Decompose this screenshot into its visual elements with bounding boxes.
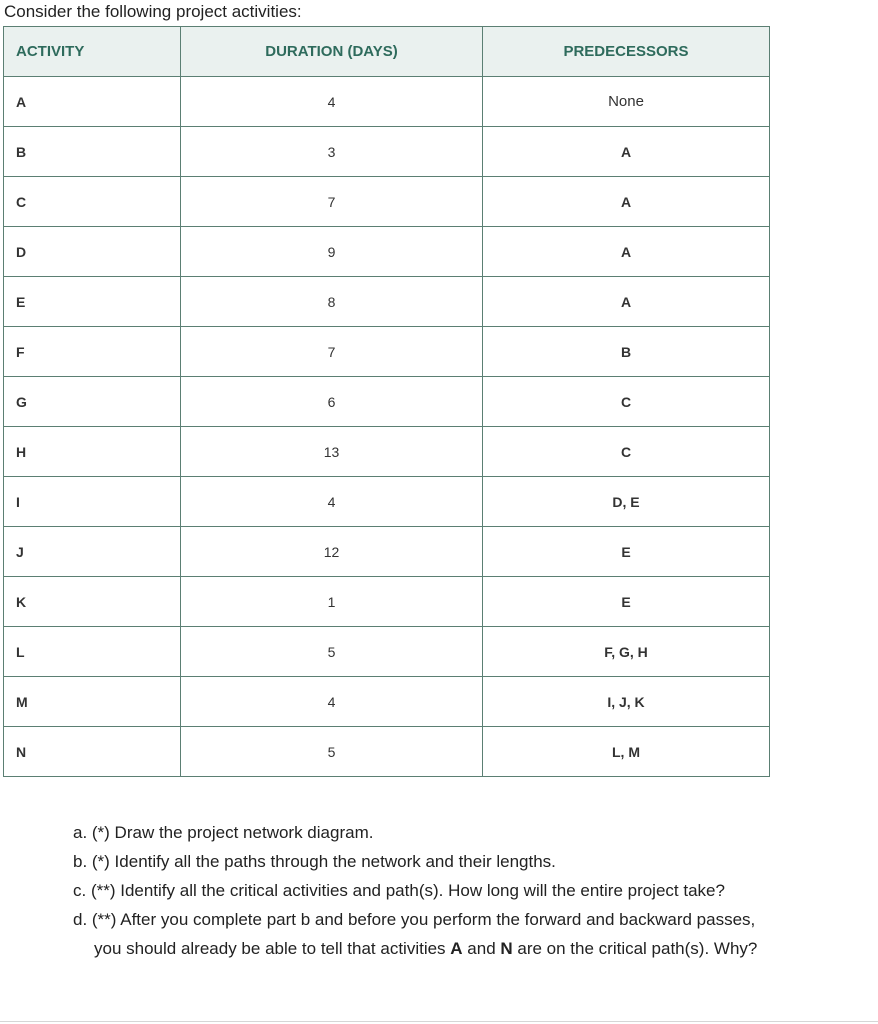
question-d-middle: and — [462, 939, 501, 958]
duration-cell: 7 — [181, 327, 483, 377]
activity-cell: N — [4, 727, 181, 777]
activity-cell: L — [4, 627, 181, 677]
duration-cell: 9 — [181, 227, 483, 277]
duration-cell: 13 — [181, 427, 483, 477]
duration-cell: 3 — [181, 127, 483, 177]
table-row — [4, 277, 770, 327]
activity-cell: G — [4, 377, 181, 427]
activity-cell: E — [4, 277, 181, 327]
predecessors-cell: D, E — [483, 477, 770, 527]
table-row — [4, 327, 770, 377]
predecessors-cell: I, J, K — [483, 677, 770, 727]
predecessors-cell: E — [483, 527, 770, 577]
question-d — [73, 905, 773, 963]
predecessors-cell: L, M — [483, 727, 770, 777]
question-d-activity-a: A — [450, 939, 463, 958]
intro-text: Consider the following project activities: — [4, 2, 302, 21]
bottom-divider — [0, 1021, 878, 1022]
table-row — [4, 727, 770, 777]
table-row — [4, 527, 770, 577]
header-duration: DURATION (DAYS) — [181, 27, 483, 77]
duration-cell: 8 — [181, 277, 483, 327]
predecessors-cell: None — [483, 77, 770, 127]
question-d-prefix: d. (**) After you complete part b and before you perform the forward and backward passes, you should already be able to tell that activities — [73, 910, 756, 958]
activities-table — [3, 26, 770, 777]
activity-cell: J — [4, 527, 181, 577]
header-activity: ACTIVITY — [4, 27, 181, 77]
duration-cell: 1 — [181, 577, 483, 627]
table-row — [4, 627, 770, 677]
activity-cell: C — [4, 177, 181, 227]
duration-cell: 4 — [181, 477, 483, 527]
duration-cell: 4 — [181, 77, 483, 127]
duration-cell: 12 — [181, 527, 483, 577]
table-row — [4, 427, 770, 477]
predecessors-cell: E — [483, 577, 770, 627]
predecessors-cell: A — [483, 277, 770, 327]
table-row — [4, 227, 770, 277]
activity-cell: I — [4, 477, 181, 527]
predecessors-cell: A — [483, 227, 770, 277]
predecessors-cell: B — [483, 327, 770, 377]
table-row — [4, 77, 770, 127]
questions-list — [73, 818, 773, 963]
table-row — [4, 477, 770, 527]
predecessors-cell: A — [483, 127, 770, 177]
activity-cell: D — [4, 227, 181, 277]
activity-cell: F — [4, 327, 181, 377]
activity-cell: K — [4, 577, 181, 627]
activity-cell: H — [4, 427, 181, 477]
table-row — [4, 577, 770, 627]
activity-cell: B — [4, 127, 181, 177]
duration-cell: 6 — [181, 377, 483, 427]
activity-cell: M — [4, 677, 181, 727]
duration-cell: 7 — [181, 177, 483, 227]
predecessors-cell: C — [483, 427, 770, 477]
table-header-row — [4, 27, 770, 77]
predecessors-cell: A — [483, 177, 770, 227]
question-b: b. (*) Identify all the paths through the network and their lengths. — [73, 852, 556, 871]
table-row — [4, 177, 770, 227]
predecessors-cell: F, G, H — [483, 627, 770, 677]
table-row — [4, 127, 770, 177]
question-a: a. (*) Draw the project network diagram. — [73, 823, 374, 842]
activity-cell: A — [4, 77, 181, 127]
question-d-suffix: are on the critical path(s). Why? — [512, 939, 758, 958]
question-d-activity-n: N — [500, 939, 513, 958]
duration-cell: 5 — [181, 627, 483, 677]
predecessors-cell: C — [483, 377, 770, 427]
question-c: c. (**) Identify all the critical activities and path(s). How long will the entire project take? — [73, 881, 725, 900]
duration-cell: 4 — [181, 677, 483, 727]
table-row — [4, 377, 770, 427]
table-row — [4, 677, 770, 727]
duration-cell: 5 — [181, 727, 483, 777]
header-predecessors: PREDECESSORS — [483, 27, 770, 77]
